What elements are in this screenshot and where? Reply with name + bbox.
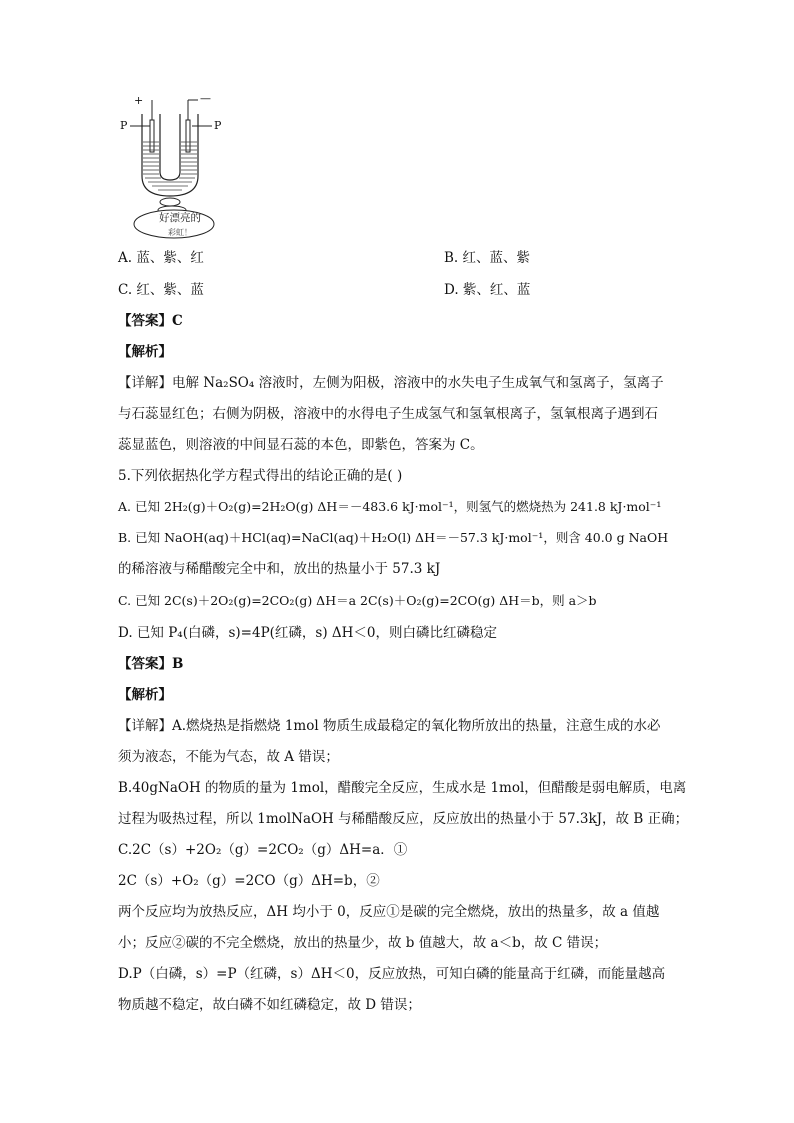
q5-detail-line: B.40gNaOH 的物质的量为 1mol，醋酸完全反应，生成水是 1mol，但醋酸是弱电解质，电离 [118, 780, 687, 796]
q5-detail-line: 过程为吸热过程，所以 1molNaOH 与稀醋酸反应，反应放出的热量小于 57.3kJ，故 B 正确； [118, 811, 689, 827]
q5-answer: 【答案】B [118, 656, 184, 672]
plus-terminal-label: + [134, 94, 144, 107]
q5-option-a: A. 已知 2H₂(g)＋O₂(g)=2H₂O(g) ΔH＝－483.6 kJ·mol⁻¹，则氢气的燃烧热为 241.8 kJ·mol⁻¹ [118, 499, 662, 514]
q5-detail-line: 两个反应均为放热反应，ΔH 均小于 0，反应①是碳的完全燃烧，放出的热量多，故 a 值越 [118, 904, 660, 920]
q5-option-c: C. 已知 2C(s)＋2O₂(g)=2CO₂(g) ΔH＝a 2C(s)＋O₂(g)=2CO(g) ΔH＝b，则 a＞b [118, 593, 597, 608]
bubble-text-2: 彩虹！ [168, 228, 192, 237]
left-p-label: P [120, 119, 128, 132]
q5-option-b: B. 已知 NaOH(aq)＋HCl(aq)=NaCl(aq)＋H₂O(l) ΔH＝－57.3 kJ·mol⁻¹，则含 40.0 g NaOH [118, 530, 669, 545]
minus-terminal-label: — [200, 92, 211, 105]
q4-answer: 【答案】C [118, 313, 183, 329]
q4-option-d: D. 紫、红、蓝 [444, 282, 531, 298]
q5-option-d: D. 已知 P₄(白磷，s)=4P(红磷，s) ΔH＜0，则白磷比红磷稳定 [118, 625, 498, 641]
q5-option-b-cont: 的稀溶液与稀醋酸完全中和，放出的热量小于 57.3 kJ [118, 561, 441, 577]
q4-detail-line: 蕊显蓝色，则溶液的中间显石蕊的本色，即紫色，答案为 C。 [118, 437, 484, 453]
q5-stem: 5.下列依据热化学方程式得出的结论正确的是( ) [118, 468, 403, 484]
right-p-label: P [214, 119, 222, 132]
q4-detail-line: 与石蕊显红色；右侧为阴极，溶液中的水得电子生成氢气和氢氧根离子，氢氧根离子遇到石 [118, 406, 658, 422]
q5-detail-line: D.P（白磷，s）=P（红磷，s）ΔH＜0，反应放热，可知白磷的能量高于红磷，而能量越高 [118, 966, 666, 982]
q5-detail-line: 须为液态，不能为气态，故 A 错误； [118, 749, 339, 765]
q4-detail-line: 【详解】电解 Na₂SO₄ 溶液时，左侧为阳极，溶液中的水失电子生成氧气和氢离子，氢离子 [118, 375, 664, 391]
q5-detail-line: 【详解】A.燃烧热是指燃烧 1mol 物质生成最稳定的氧化物所放出的热量，注意生成的水必 [118, 718, 661, 734]
q5-analysis-heading: 【解析】 [118, 687, 172, 703]
q4-option-c: C. 红、紫、蓝 [118, 282, 204, 298]
bubble-text: 好漂亮的 [159, 212, 201, 224]
q5-detail-line: 2C（s）+O₂（g）=2CO（g）ΔH=b，② [118, 873, 380, 889]
q4-option-a: A. 蓝、紫、红 [118, 250, 204, 266]
q5-detail-line: 小；反应②碳的不完全燃烧，放出的热量少，故 b 值越大，故 a＜b，故 C 错误； [118, 935, 608, 951]
q5-detail-line: C.2C（s）+2O₂（g）=2CO₂（g）ΔH=a．① [118, 842, 408, 858]
q4-analysis-heading: 【解析】 [118, 344, 172, 360]
q4-option-b: B. 红、蓝、紫 [444, 250, 531, 266]
q5-detail-line: 物质越不稳定，故白磷不如红磷稳定，故 D 错误； [118, 997, 421, 1013]
